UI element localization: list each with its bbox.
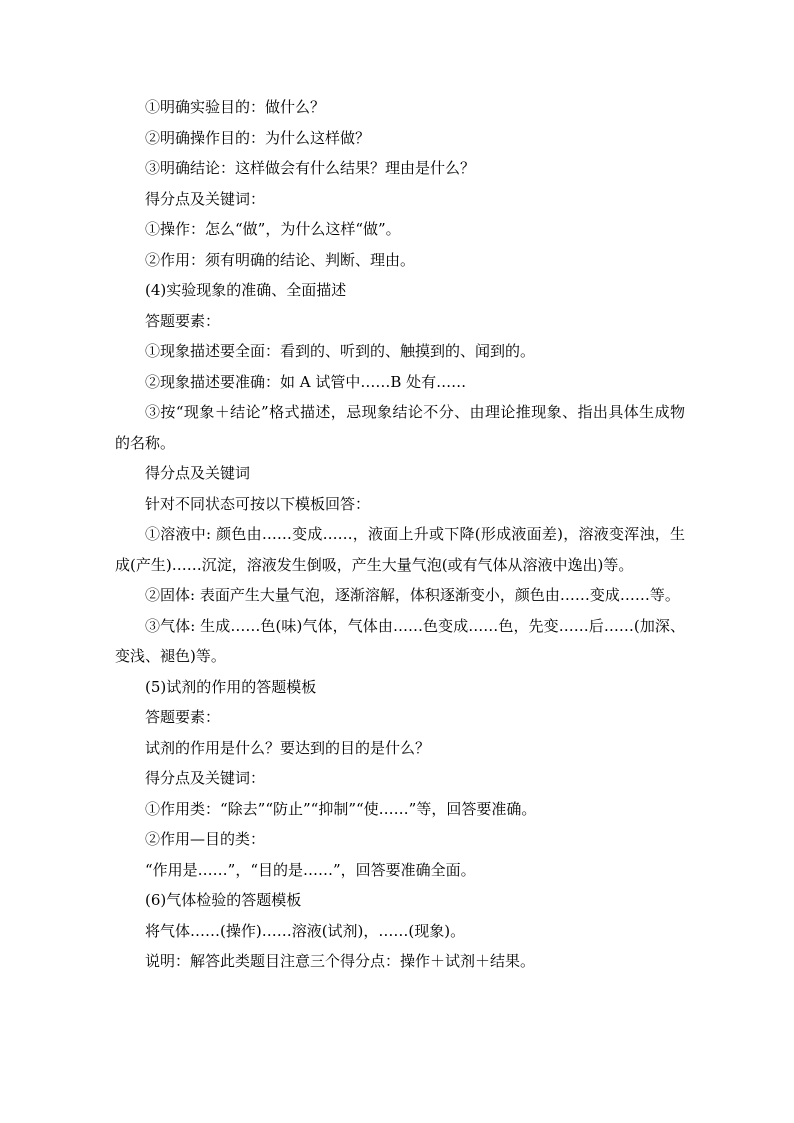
paragraph: 得分点及关键词 — [145, 464, 251, 482]
paragraph: ③明确结论：这样做会有什么结果？理由是什么？ — [145, 159, 476, 177]
paragraph: 得分点及关键词： — [145, 769, 266, 787]
paragraph: ③按“现象＋结论”格式描述，忌现象结论不分、由理论推现象、指出具体生成物的名称。 — [115, 403, 685, 452]
paragraph: 说明：解答此类题目注意三个得分点：操作＋试剂＋结果。 — [145, 952, 536, 970]
section-heading: (6)气体检验的答题模板 — [145, 891, 302, 909]
paragraph: 针对不同状态可按以下模板回答： — [145, 494, 371, 513]
paragraph: “作用是……”，“目的是……”，回答要准确全面。 — [145, 860, 476, 879]
paragraph: ②固体: 表面产生大量气泡，逐渐溶解，体积逐渐变小，颜色由……变成……等。 — [145, 586, 680, 604]
paragraph: 将气体……(操作)……溶液(试剂)，……(现象)。 — [145, 921, 466, 940]
section-heading: (5)试剂的作用的答题模板 — [145, 677, 317, 696]
document-body — [115, 92, 685, 977]
paragraph: 答题要素： — [145, 708, 221, 726]
paragraph: 试剂的作用是什么？要达到的目的是什么？ — [145, 738, 431, 757]
paragraph: ②作用：须有明确的结论、判断、理由。 — [145, 250, 416, 269]
paragraph: ②作用—目的类： — [145, 830, 266, 848]
paragraph: ③气体: 生成……色(味)气体，气体由……色变成……色，先变……后……(加深、变浅、褪色)等。 — [115, 616, 685, 665]
paragraph: 得分点及关键词： — [145, 189, 266, 208]
paragraph: ①溶液中: 颜色由……变成……，液面上升或下降(形成液面差)，溶液变浑浊，生成(产生)……沉淀，溶液发生倒吸，产生大量气泡(或有气体从溶液中逸出)等。 — [115, 525, 685, 574]
paragraph: ①作用类：“除去”“防止”“抑制”“使……”等，回答要准确。 — [145, 799, 537, 818]
paragraph: ①现象描述要全面：看到的、听到的、触摸到的、闻到的。 — [145, 342, 536, 360]
section-heading: (4)实验现象的准确、全面描述 — [145, 281, 347, 299]
paragraph: ②明确操作目的：为什么这样做？ — [145, 128, 371, 147]
paragraph: ①操作：怎么“做”，为什么这样“做”。 — [145, 220, 401, 238]
paragraph: ①明确实验目的：做什么？ — [145, 98, 326, 116]
paragraph: 答题要素： — [145, 311, 221, 330]
paragraph: ②现象描述要准确：如 A 试管中……B 处有…… — [145, 372, 467, 391]
